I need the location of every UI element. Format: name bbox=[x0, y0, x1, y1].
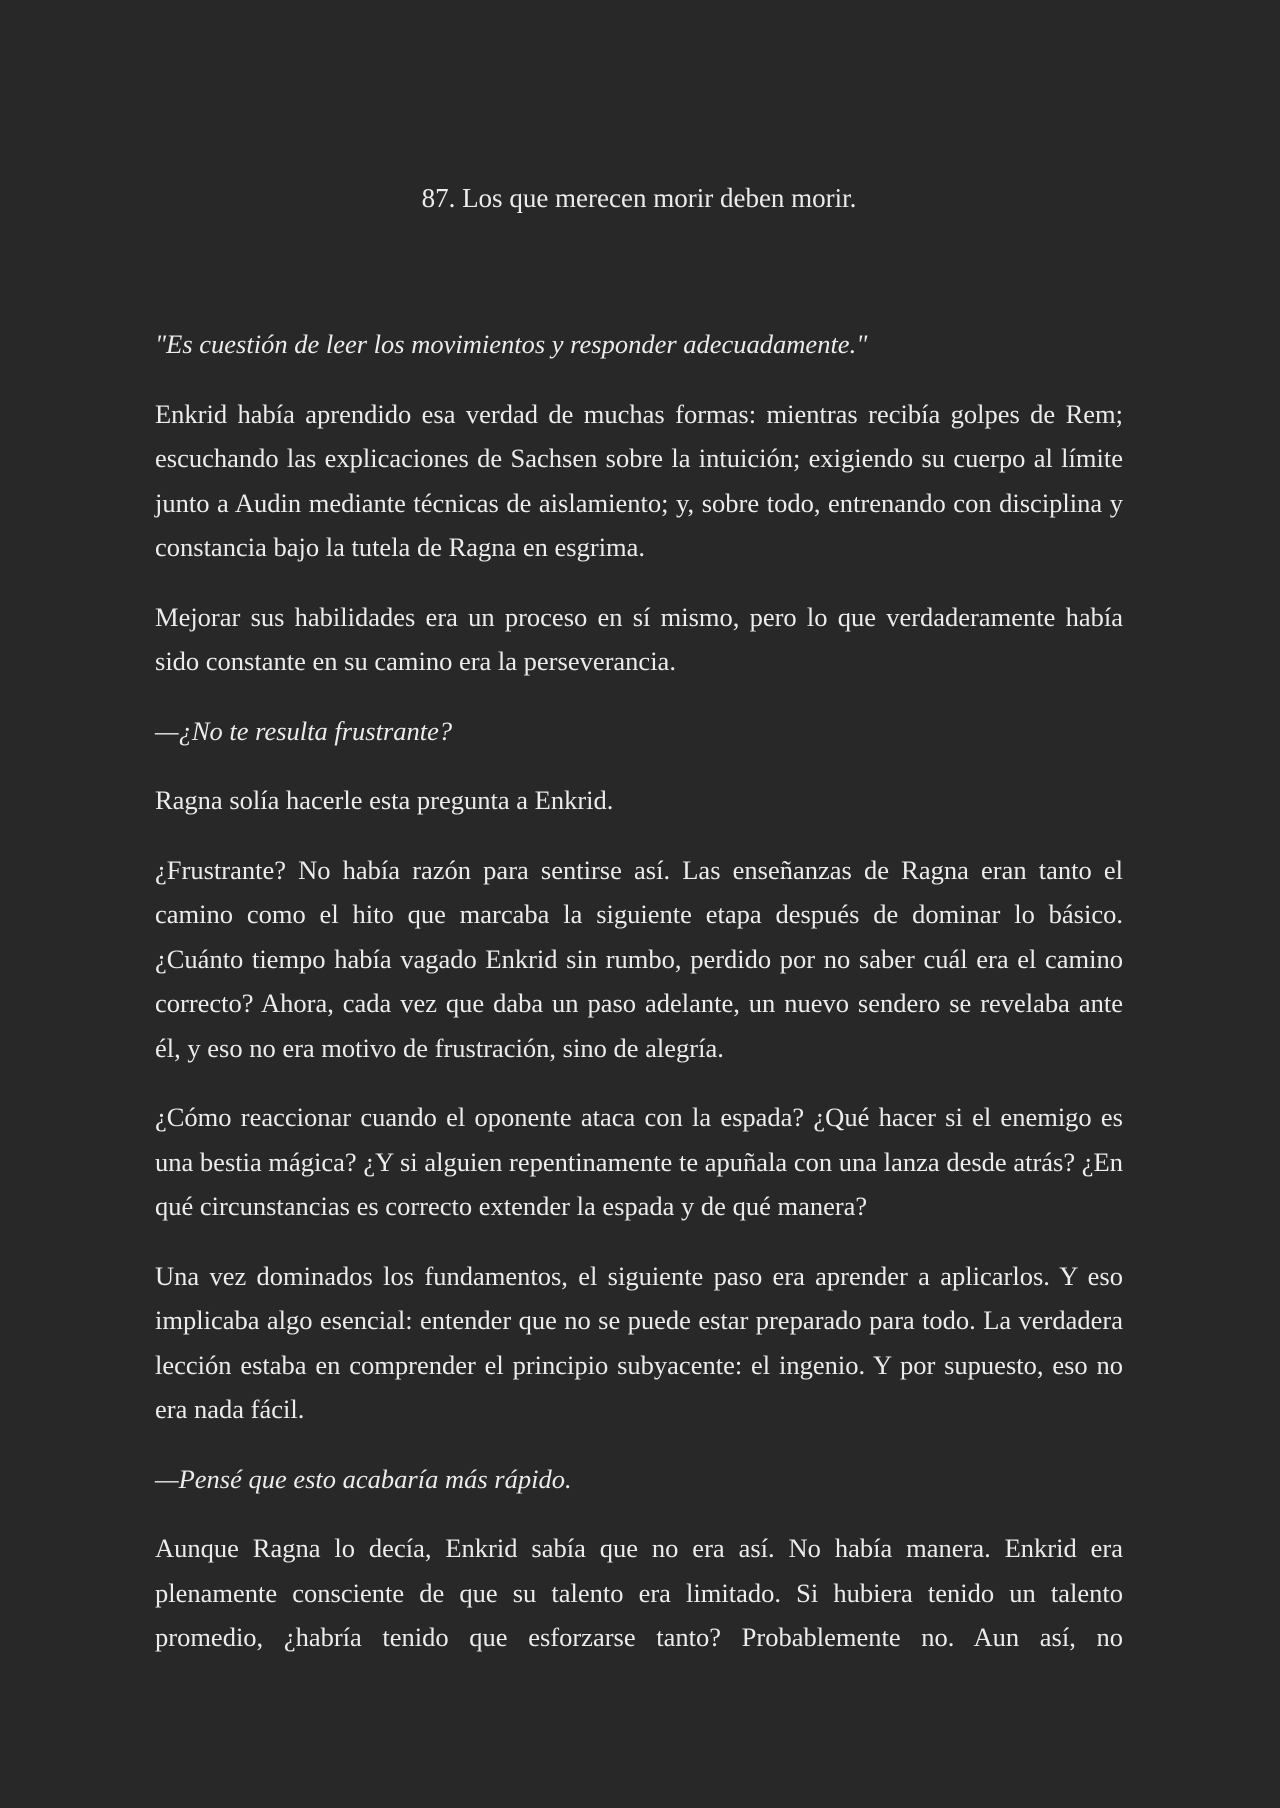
paragraph: Enkrid había aprendido esa verdad de muchas formas: mientras recibía golpes de Rem; escuchando las explicaciones de Sachsen sobre la intuición; exigiendo su cuerpo al límite junto a Audin mediante técnicas de aislamiento; y, sobre todo, entrenando con disciplina y constancia bajo la tutela de Ragna en esgrima. bbox=[155, 398, 1123, 562]
paragraph: Una vez dominados los fundamentos, el siguiente paso era aprender a aplicarlos. Y eso implicaba algo esencial: entender que no se puede estar preparado para todo. La verdadera lección estaba en comprender el principio subyacente: el ingenio. Y por supuesto, eso no era nada fácil. bbox=[155, 1260, 1123, 1424]
paragraph-dialogue: —Pensé que esto acabaría más rápido. bbox=[155, 1463, 572, 1494]
chapter-title: 87. Los que merecen morir deben morir. bbox=[421, 183, 857, 213]
paragraph: ¿Frustrante? No había razón para sentirse así. Las enseñanzas de Ragna eran tanto el camino como el hito que marcaba la siguiente etapa después de dominar lo básico. ¿Cuánto tiempo había vagado Enkrid sin rumbo, perdido por no saber cuál era el camino correcto? Ahora, cada vez que daba un paso adelante, un nuevo sendero se revelaba ante él, y eso no era motivo de frustración, sino de alegría. bbox=[155, 854, 1123, 1063]
paragraph-quote: "Es cuestión de leer los movimientos y responder adecuadamente." bbox=[155, 329, 868, 359]
paragraph-dialogue: —¿No te resulta frustrante? bbox=[155, 715, 453, 746]
paragraph: Aunque Ragna lo decía, Enkrid sabía que no era así. No había manera. Enkrid era plenamente consciente de que su talento era limitado. Si hubiera tenido un talento promedio, ¿habría tenido que esforzarse tanto? Probablemente no. Aun así, no bbox=[155, 1533, 1123, 1652]
paragraph: Mejorar sus habilidades era un proceso en sí mismo, pero lo que verdaderamente había sido constante en su camino era la perseverancia. bbox=[155, 601, 1123, 676]
paragraph: ¿Cómo reaccionar cuando el oponente ataca con la espada? ¿Qué hacer si el enemigo es una bestia mágica? ¿Y si alguien repentinamente te apuñala con una lanza desde atrás? ¿En qué circunstancias es correcto extender la espada y de qué manera? bbox=[155, 1102, 1123, 1221]
chapter-body bbox=[155, 322, 1123, 1685]
paragraph: Ragna solía hacerle esta pregunta a Enkrid. bbox=[155, 785, 614, 815]
